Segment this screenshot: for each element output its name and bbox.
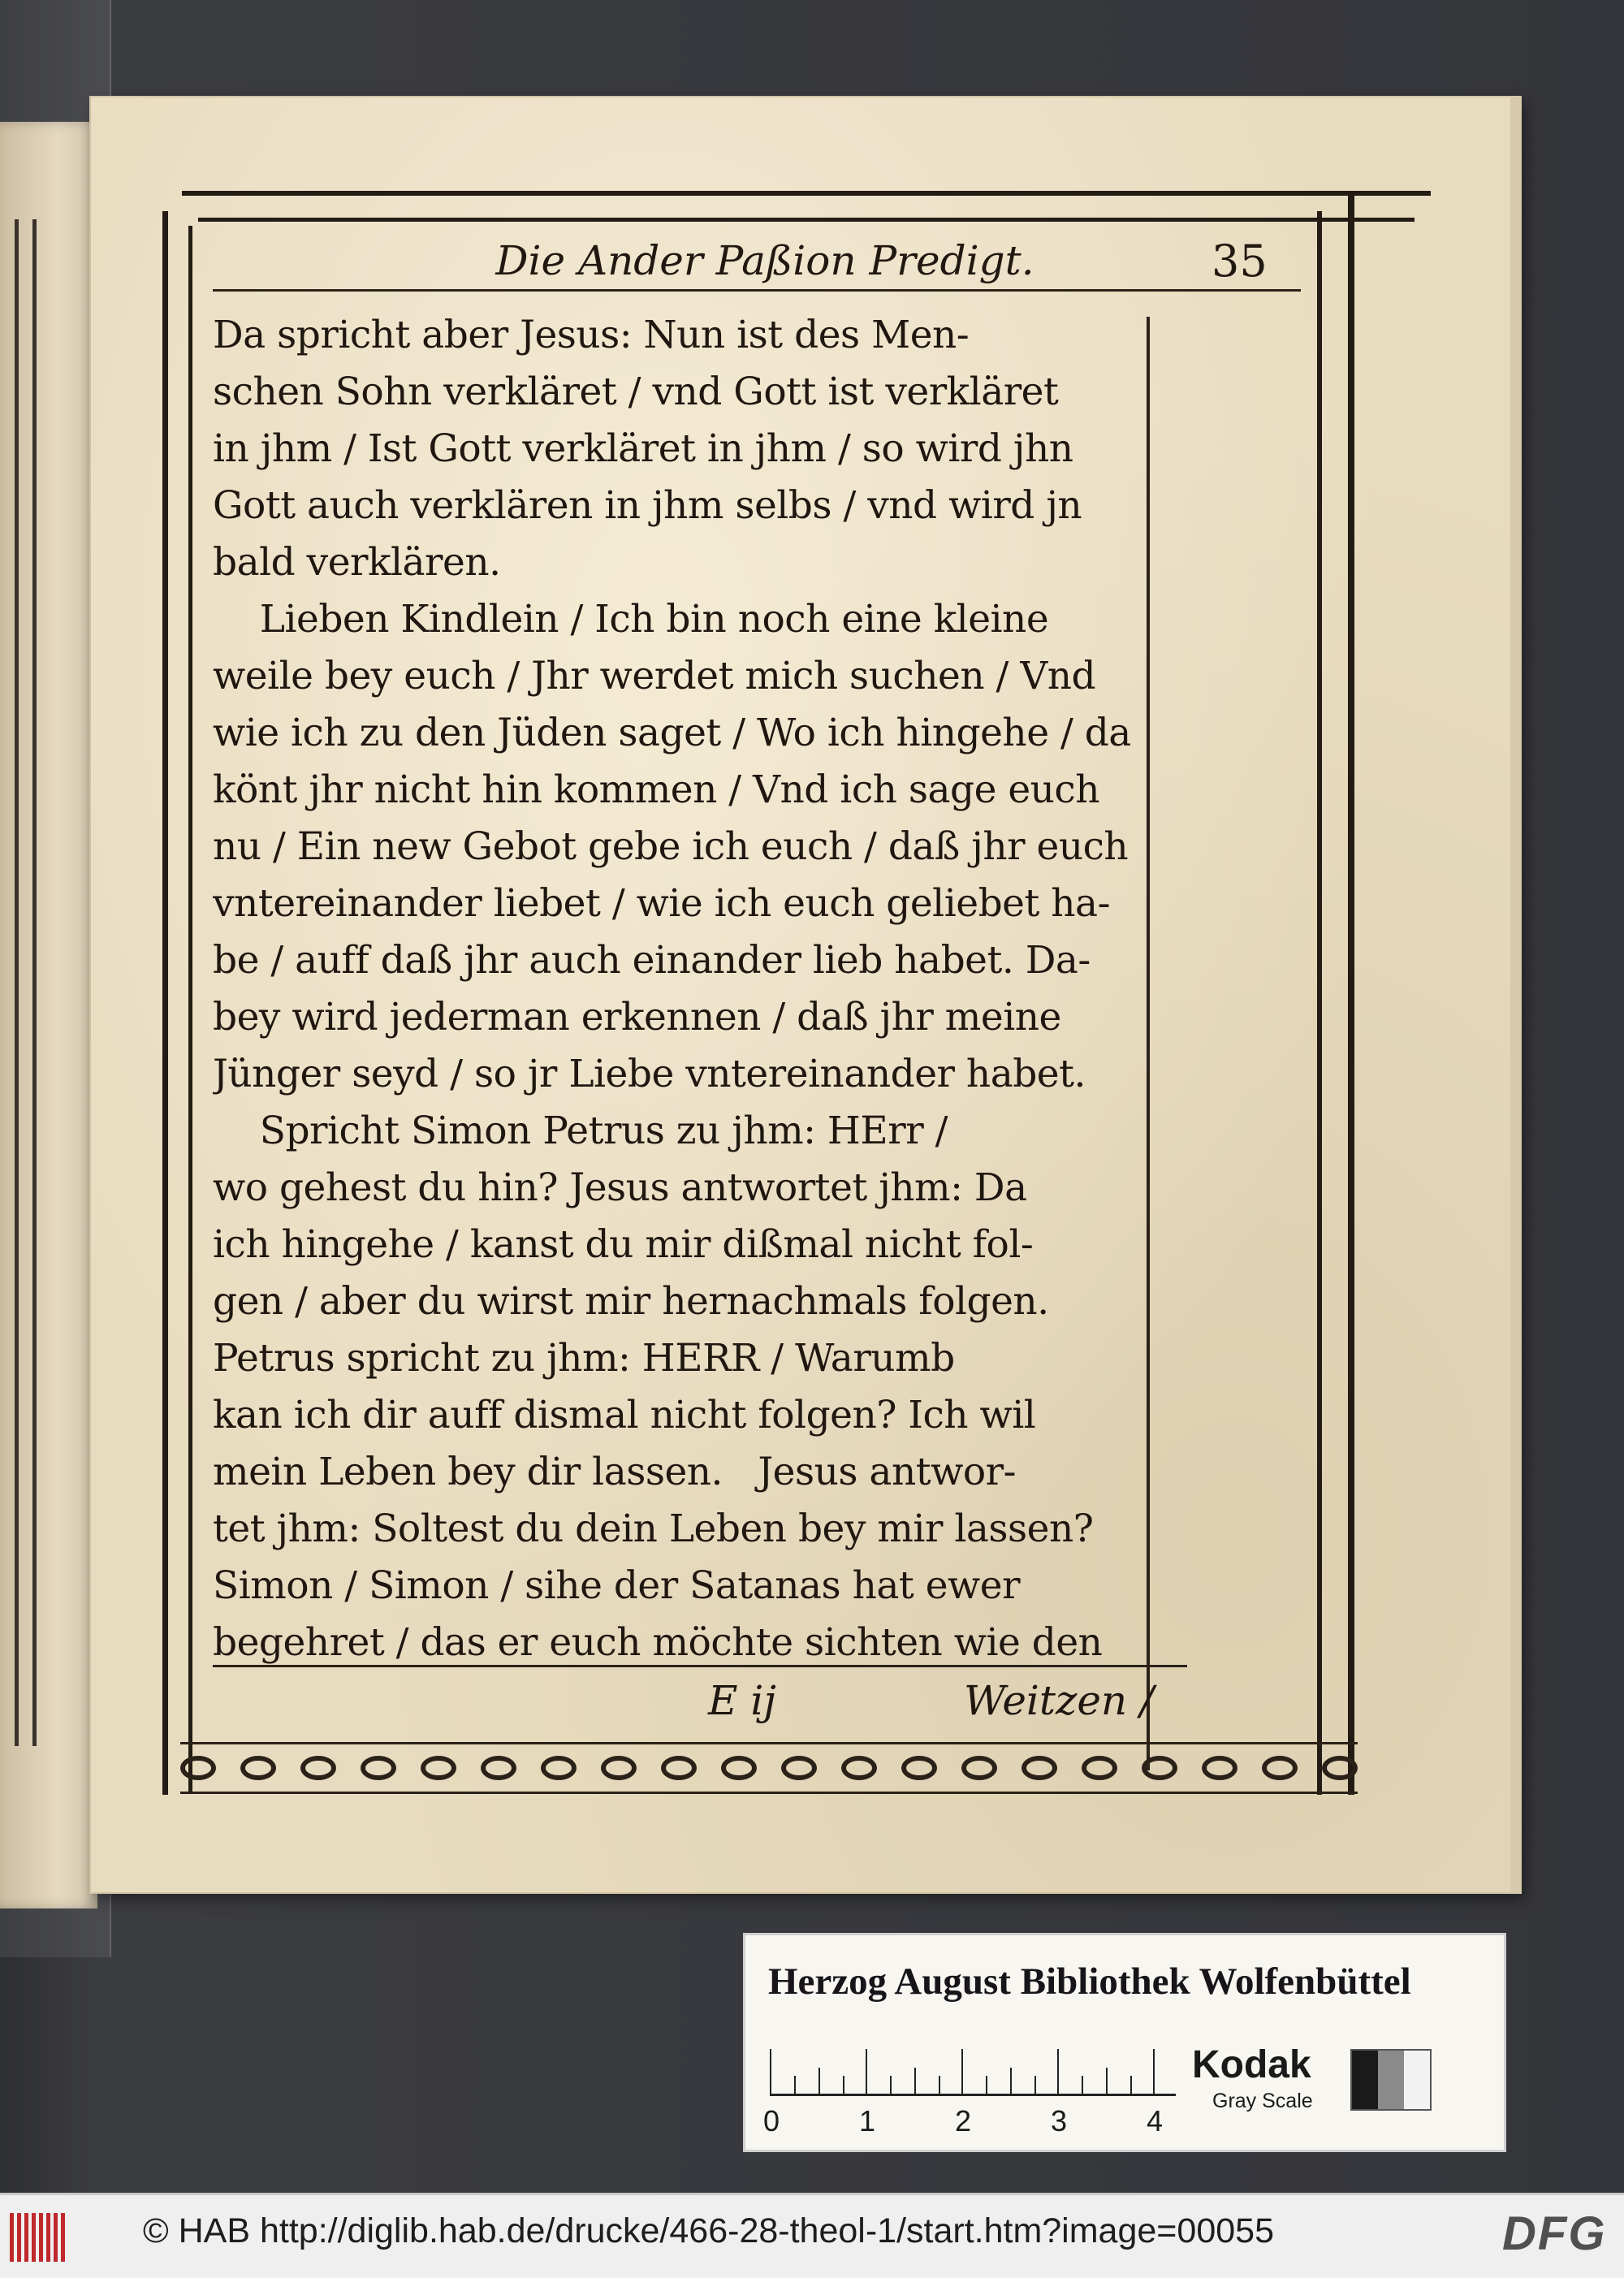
text-column-rule (1147, 317, 1150, 1770)
text-line: gen / aber du wirst mir hernachmals folgen. (213, 1279, 1049, 1324)
ruler-tick (818, 2068, 820, 2094)
ornament-swirl (1142, 1756, 1177, 1780)
catchword: Weitzen / (964, 1677, 1154, 1724)
frame-right-outer-rule (1348, 195, 1354, 1795)
text-line: vntereinander liebet / wie ich euch geliebet ha- (213, 881, 1110, 926)
ornament-swirl (541, 1756, 577, 1780)
ruler-tick (1082, 2076, 1083, 2094)
ruler-tick (986, 2076, 987, 2094)
ruler-tick (890, 2076, 892, 2094)
gray-scale-caption: Gray Scale (1212, 2090, 1313, 2112)
text-line: bey wird jederman erkennen / daß jhr meine (213, 995, 1061, 1040)
ruler-tick (866, 2049, 867, 2094)
ornamental-border (180, 1742, 1358, 1794)
ruler-tick (961, 2049, 963, 2094)
ruler-tick (1130, 2076, 1132, 2094)
ruler-tick (1057, 2049, 1059, 2094)
ornament-swirl (841, 1756, 877, 1780)
gray-patch-dark (1352, 2051, 1378, 2109)
ornament-swirl (300, 1756, 336, 1780)
ruler-tick (939, 2076, 940, 2094)
measurement-ruler (770, 2049, 1176, 2096)
ruler-tick (770, 2049, 771, 2094)
text-line: weile bey euch / Jhr werdet mich suchen / Vnd (213, 654, 1096, 698)
frame-left-outer-rule (162, 211, 168, 1795)
ornament-swirl (240, 1756, 276, 1780)
text-line: Petrus spricht zu jhm: HERR / Warumb (213, 1336, 955, 1381)
frame-right-inner-rule (1317, 211, 1322, 1795)
text-line: Simon / Simon / sihe der Satanas hat ewer (213, 1563, 1021, 1608)
text-line: ich hingehe / kanst du mir dißmal nicht fol- (213, 1222, 1034, 1267)
text-line: wo gehest du hin? Jesus antwortet jhm: Da (213, 1165, 1027, 1210)
dfg-logo: DFG (1502, 2207, 1607, 2260)
gray-patch-mid (1378, 2051, 1404, 2109)
ornament-swirl (361, 1756, 396, 1780)
text-line: begehret / das er euch möchte sichten wie den (213, 1620, 1103, 1665)
ruler-number: 4 (1146, 2104, 1164, 2138)
ruler-tick (1034, 2076, 1036, 2094)
ruler-tick (1010, 2068, 1012, 2094)
text-line: kan ich dir auff dismal nicht folgen? Ich wil (213, 1393, 1036, 1437)
text-line: Gott auch verklären in jhm selbs / vnd wird jn (213, 483, 1082, 528)
ornament-swirl (901, 1756, 937, 1780)
ruler-tick (794, 2076, 796, 2094)
ruler-tick (1153, 2049, 1155, 2094)
text-line: Jünger seyd / so jr Liebe vntereinander habet. (213, 1052, 1086, 1096)
ornament-swirl (421, 1756, 456, 1780)
text-line: Da spricht aber Jesus: Nun ist des Men- (213, 313, 970, 357)
ornament-swirl (661, 1756, 697, 1780)
ornament-swirl (1021, 1756, 1057, 1780)
text-line: in jhm / Ist Gott verkläret in jhm / so wird jhn (213, 426, 1073, 471)
running-head: Die Ander Paßion Predigt. (495, 237, 1034, 284)
sermon-text (213, 307, 1147, 1671)
page-frame (91, 97, 1520, 1892)
ornament-swirl (961, 1756, 997, 1780)
ruler-tick (843, 2076, 844, 2094)
ornament-swirl (721, 1756, 757, 1780)
library-color-card (743, 1933, 1506, 2152)
frame-top-inner-rule (198, 218, 1415, 222)
ornament-swirl (601, 1756, 637, 1780)
signature-mark: E ij (708, 1677, 776, 1724)
page-number: 35 (1212, 236, 1268, 287)
text-line: mein Leben bey dir lassen. Jesus antwor- (213, 1450, 1016, 1494)
text-line: bald verklären. (213, 540, 501, 585)
footer-bar (0, 2193, 1624, 2278)
ruler-tick (914, 2068, 916, 2094)
hab-logo-icon (10, 2213, 68, 2262)
ornament-swirl (781, 1756, 817, 1780)
library-name: Herzog August Bibliothek Wolfenbüttel (768, 1960, 1411, 2003)
kodak-logo: Kodak (1192, 2043, 1311, 2086)
text-line: könt jhr nicht hin kommen / Vnd ich sage euch (213, 767, 1100, 812)
text-line: Spricht Simon Petrus zu jhm: HErr / (213, 1109, 948, 1153)
text-line: Lieben Kindlein / Ich bin noch eine kleine (213, 597, 1049, 642)
ornament-swirl (1082, 1756, 1117, 1780)
footer-credit: © HAB http://diglib.hab.de/drucke/466-28-theol-1/start.htm?image=00055 (143, 2211, 1274, 2250)
header-rule (213, 289, 1301, 292)
ruler-number: 3 (1050, 2104, 1068, 2138)
frame-left-inner-rule (188, 226, 192, 1793)
text-line: tet jhm: Soltest du dein Leben bey mir lassen? (213, 1506, 1094, 1551)
ornament-swirl (1202, 1756, 1237, 1780)
text-line: nu / Ein new Gebot gebe ich euch / daß jhr euch (213, 824, 1129, 869)
text-line: be / auff daß jhr auch einander lieb habet. Da- (213, 938, 1091, 983)
text-line: schen Sohn verkläret / vnd Gott ist verkläret (213, 370, 1059, 414)
ruler-number: 2 (954, 2104, 972, 2138)
ruler-number: 0 (762, 2104, 780, 2138)
text-line: wie ich zu den Jüden saget / Wo ich hingehe / da (213, 711, 1131, 755)
ornament-swirl (1262, 1756, 1298, 1780)
gray-patch-light (1404, 2051, 1430, 2109)
ornament-swirl (1322, 1756, 1358, 1780)
ruler-number: 1 (858, 2104, 876, 2138)
ornament-swirl (481, 1756, 516, 1780)
frame-top-outer-rule (182, 191, 1431, 196)
ornament-swirl (180, 1756, 216, 1780)
gray-scale-patch (1350, 2049, 1432, 2111)
ruler-tick (1106, 2068, 1108, 2094)
